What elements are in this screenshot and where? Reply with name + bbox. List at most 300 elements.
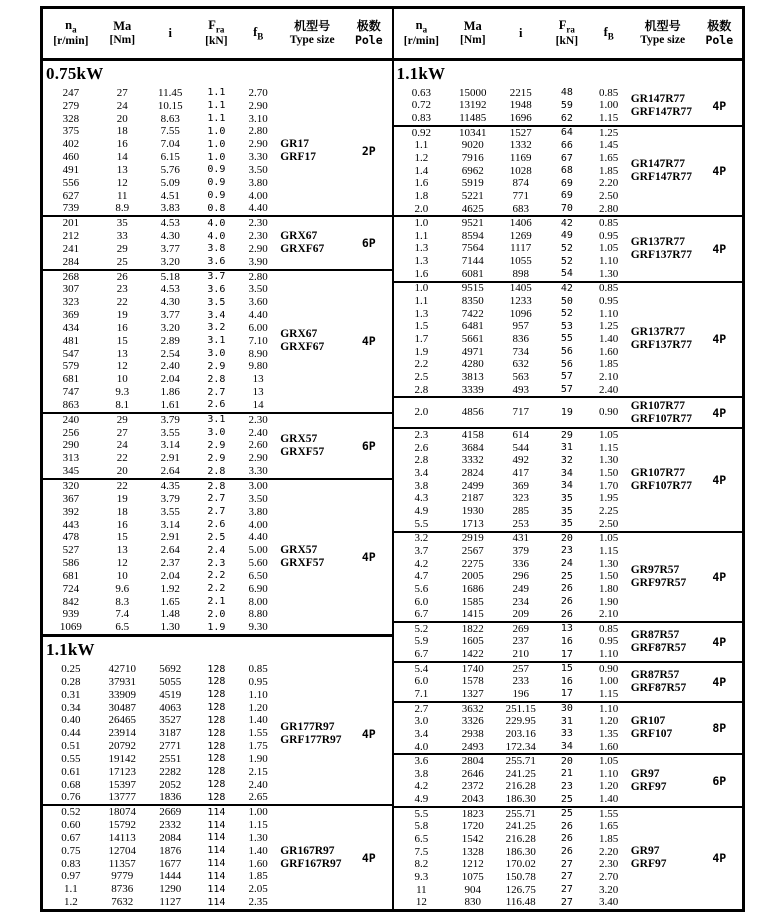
data-cell: 614 [512, 429, 529, 442]
data-cell: 1.30 [160, 621, 180, 634]
data-cell: 18074 [108, 806, 137, 819]
data-cell: 2.40 [599, 383, 619, 396]
data-cell: 1.85 [599, 164, 619, 177]
data-cell: 27 [116, 426, 128, 439]
data-cell: 1.55 [248, 727, 268, 740]
data-cell: 52 [560, 255, 573, 267]
data-cell: 1.6 [414, 177, 429, 190]
data-cell: 8.63 [160, 112, 180, 125]
data-cell: 6081 [461, 267, 484, 280]
data-cell: 1.05 [599, 242, 619, 255]
data-cell: 203.16 [505, 727, 536, 740]
data-cell: 26 [560, 820, 573, 832]
data-cell: 320 [62, 480, 80, 492]
data-cell: 2551 [159, 752, 182, 765]
data-cell: 2.80 [248, 270, 268, 283]
data-cell: 734 [512, 345, 529, 358]
data-cell: 1.40 [599, 793, 619, 806]
type-size-cell [629, 808, 697, 909]
data-cell: 1686 [461, 582, 484, 595]
data-cell: 1096 [509, 307, 532, 320]
data-cell: 681 [62, 373, 80, 386]
data-cell: 3.0 [207, 348, 226, 360]
data-cell: 1713 [461, 517, 484, 530]
data-cell: 1.20 [599, 715, 619, 728]
data-cell: 1415 [461, 608, 484, 621]
data-cell: 4280 [461, 358, 484, 371]
data-cell: 8594 [461, 229, 484, 242]
data-cell: 6.7 [414, 648, 429, 661]
data-cell: 2.90 [248, 99, 268, 112]
data-cell: 2.37 [160, 557, 180, 570]
data-cell: 8.00 [248, 595, 268, 608]
data-cell: 29 [116, 413, 128, 426]
data-cell: 2567 [461, 544, 484, 557]
data-cell: 1.45 [599, 139, 619, 152]
data-cell: 1328 [461, 845, 484, 858]
pole-cell: 4P [712, 405, 727, 420]
data-cell: 2372 [461, 780, 484, 793]
type-size-label: GR177R97 [280, 720, 335, 733]
data-cell: 1.15 [248, 819, 268, 832]
data-cell: 0.9 [207, 190, 226, 202]
data-cell: 5.4 [414, 662, 429, 675]
data-cell: 0.85 [599, 217, 619, 230]
data-cell: 1.61 [160, 398, 180, 411]
data-cell: 1212 [461, 858, 484, 871]
data-cell: 234 [512, 595, 529, 608]
data-cell: 6.5 [115, 621, 130, 634]
data-cell: 4063 [159, 701, 182, 714]
type-size-cell [629, 283, 697, 397]
data-cell: 12 [415, 896, 427, 909]
data-cell: 5661 [461, 332, 484, 345]
data-cell: 3.2 [207, 322, 226, 334]
data-cell: 4158 [461, 429, 484, 442]
data-cell: 1332 [509, 139, 532, 152]
data-cell: 27 [560, 858, 573, 870]
pole-cell: 4P [712, 472, 727, 487]
data-cell: 527 [62, 544, 80, 557]
data-cell: 0.52 [61, 806, 81, 819]
data-cell: 3.90 [248, 255, 268, 268]
data-cell: 2.30 [248, 413, 268, 426]
data-cell: 12 [116, 176, 128, 189]
type-size-label: GRF107 [630, 728, 673, 741]
data-cell: 4.40 [248, 309, 268, 322]
data-cell: 62 [560, 112, 573, 124]
data-cell: 2.0 [414, 202, 429, 215]
table-column-right [394, 9, 743, 909]
table-section [43, 412, 392, 478]
data-cell: 5055 [159, 675, 182, 688]
data-cell: 0.95 [248, 675, 268, 688]
data-cell: 128 [207, 714, 226, 726]
data-cell: 114 [207, 896, 226, 908]
data-cell: 255.71 [505, 807, 536, 820]
header-cell [697, 19, 742, 47]
column-header-row [43, 9, 392, 61]
pole-cell: 6P [712, 773, 727, 788]
data-cell: 1.1 [207, 100, 226, 112]
data-cell: 904 [464, 883, 482, 896]
table-section [394, 427, 743, 530]
data-cell: 186.30 [505, 793, 536, 806]
type-size-label: GRF147R77 [630, 105, 693, 118]
data-cell: 2.8 [414, 383, 429, 396]
data-cell: 1.60 [599, 345, 619, 358]
data-cell: 2.5 [414, 370, 429, 383]
table-section [43, 478, 392, 634]
data-cell: 8.80 [248, 608, 268, 621]
table-section [43, 269, 392, 412]
data-cell: 6481 [461, 320, 484, 333]
data-cell: 2.2 [207, 570, 226, 582]
data-cell: 747 [62, 386, 80, 399]
data-cell: 1.1 [414, 295, 429, 308]
data-cell: 3.7 [414, 544, 429, 557]
header-cell [496, 26, 545, 41]
data-cell: 2.7 [414, 702, 429, 715]
data-cell: 4.40 [248, 202, 268, 215]
data-cell: 1.65 [599, 820, 619, 833]
data-cell: 4.0 [414, 740, 429, 753]
data-cell: 493 [512, 383, 529, 396]
data-cell: 1269 [509, 229, 532, 242]
data-cell: 627 [62, 189, 80, 202]
data-cell: 35 [560, 492, 573, 504]
data-cell: 27 [560, 896, 573, 908]
data-cell: 3.1 [207, 414, 226, 426]
data-cell: 632 [512, 358, 529, 371]
data-cell: 1.3 [414, 307, 429, 320]
data-cell: 14 [116, 151, 128, 164]
data-cell: 4.53 [160, 217, 180, 230]
data-cell: 14113 [108, 831, 136, 844]
data-cell: 1948 [509, 99, 532, 112]
type-size-cell [629, 755, 697, 806]
data-cell: 1.9 [207, 621, 226, 633]
data-cell: 249 [512, 582, 529, 595]
data-cell: 307 [62, 283, 80, 296]
table-section [43, 663, 392, 804]
data-cell: 1.15 [599, 687, 619, 700]
data-cell: 367 [62, 492, 80, 505]
data-cell: 1.60 [248, 857, 268, 870]
type-size-label: GR147R77 [630, 158, 686, 171]
data-cell: 898 [512, 267, 529, 280]
data-cell: 1028 [509, 164, 532, 177]
data-cell: 0.25 [61, 663, 81, 676]
data-cell: 7.5 [414, 845, 429, 858]
data-cell: 3.2 [414, 532, 429, 545]
data-cell: 150.78 [505, 870, 536, 883]
type-size-label: GR137R77 [630, 235, 686, 248]
data-cell: 16 [116, 321, 128, 334]
data-cell: 0.40 [61, 714, 81, 727]
data-cell: 8.90 [248, 347, 268, 360]
data-cell: 683 [512, 202, 529, 215]
data-cell: 2.3 [414, 429, 429, 442]
data-cell: 56 [560, 358, 573, 370]
data-cell: 2.10 [599, 608, 619, 621]
data-cell: 379 [512, 544, 529, 557]
header-unit: [kN] [555, 35, 579, 48]
data-cell: 1696 [509, 112, 532, 125]
table-section [394, 701, 743, 754]
data-cell: 7422 [461, 307, 484, 320]
data-cell: 4.35 [160, 480, 180, 492]
data-cell: 2.7 [207, 386, 226, 398]
type-size-label: GRXF67 [280, 243, 325, 256]
data-cell: 2215 [509, 86, 532, 99]
data-cell: 2.6 [207, 519, 226, 531]
data-cell: 15792 [108, 819, 137, 832]
data-cell: 1.30 [248, 831, 268, 844]
data-cell: 2.40 [248, 778, 268, 791]
data-cell: 11.45 [158, 86, 183, 99]
data-cell: 5.9 [414, 635, 429, 648]
header-subscript: ra [566, 24, 575, 35]
data-cell: 681 [62, 569, 80, 582]
data-cell: 2.35 [248, 896, 268, 909]
data-cell: 15397 [108, 778, 137, 791]
data-cell: 16 [560, 675, 573, 687]
data-cell: 55 [560, 333, 573, 345]
data-cell: 1.90 [248, 752, 268, 765]
data-cell: 1.25 [599, 320, 619, 333]
data-cell: 434 [62, 321, 80, 334]
header-unit: [r/min] [53, 35, 89, 48]
data-cell: 1.75 [248, 740, 268, 753]
data-cell: 241 [62, 242, 80, 255]
data-cell: 3.50 [248, 163, 268, 176]
data-cell: 0.31 [61, 688, 81, 701]
type-size-cell [629, 217, 697, 280]
data-cell: 27 [116, 86, 128, 99]
data-cell: 863 [62, 398, 80, 411]
data-cell: 4519 [159, 688, 182, 701]
data-cell: 2.04 [160, 569, 180, 582]
type-size-cell [278, 414, 346, 478]
data-cell: 13777 [108, 791, 137, 804]
data-cell: 2.2 [414, 358, 429, 371]
data-cell: 2.89 [160, 334, 180, 347]
data-cell: 68 [560, 165, 573, 177]
data-cell: 2.70 [248, 86, 268, 99]
header-symbol-text: n [415, 17, 423, 32]
type-size-cell [629, 623, 697, 661]
pole-cell: 4P [712, 569, 727, 584]
data-cell: 5.5 [414, 807, 429, 820]
data-cell: 11357 [108, 857, 136, 870]
type-size-label: GRF167R97 [280, 857, 342, 870]
data-cell: 5.60 [248, 557, 268, 570]
data-cell: 31 [560, 715, 573, 727]
data-cell: 2.10 [599, 370, 619, 383]
data-cell: 20 [560, 532, 573, 544]
data-cell: 54 [560, 268, 573, 280]
data-cell: 2043 [461, 793, 484, 806]
data-cell: 5.5 [414, 517, 429, 530]
data-cell: 1.60 [599, 740, 619, 753]
data-cell: 2.40 [248, 426, 268, 439]
data-cell: 1069 [59, 621, 82, 634]
data-cell: 1075 [461, 870, 484, 883]
type-size-cell [629, 127, 697, 215]
data-cell: 3.80 [248, 505, 268, 518]
header-unit: [Nm] [109, 34, 136, 47]
data-cell: 240 [62, 413, 80, 426]
data-cell: 251.15 [505, 702, 536, 715]
data-cell: 4971 [461, 345, 484, 358]
data-cell: 9.3 [414, 870, 429, 883]
data-cell: 114 [207, 883, 226, 895]
pole-cell: 2P [361, 144, 376, 159]
data-cell: 1.25 [599, 126, 619, 139]
data-cell: 3632 [461, 702, 484, 715]
data-cell: 1055 [509, 255, 532, 268]
data-cell: 0.85 [248, 663, 268, 676]
data-cell: 24 [116, 439, 128, 452]
data-cell: 114 [207, 845, 226, 857]
data-cell: 7144 [461, 255, 484, 268]
header-cell [346, 19, 391, 47]
data-cell: 1.55 [599, 807, 619, 820]
data-cell: 6.7 [414, 608, 429, 621]
data-cell: 21 [560, 768, 573, 780]
data-cell: 4.00 [248, 518, 268, 531]
data-cell: 2.30 [599, 858, 619, 871]
data-cell: 1.0 [207, 125, 226, 137]
data-cell: 13 [560, 623, 573, 635]
data-cell: 20792 [108, 740, 137, 753]
pole-cell: 4P [712, 851, 727, 866]
type-size-label: GR147R77 [630, 92, 686, 105]
data-cell: 25 [560, 808, 573, 820]
data-cell: 9.80 [248, 360, 268, 373]
data-cell: 7.04 [160, 138, 180, 151]
data-cell: 3.6 [207, 283, 226, 295]
header-symbol [707, 19, 731, 33]
data-cell: 12 [116, 557, 128, 570]
data-cell: 12704 [108, 844, 137, 857]
type-size-cell [629, 398, 697, 427]
header-symbol-text: Ma [113, 19, 132, 34]
data-cell: 13 [252, 386, 264, 399]
data-cell: 6.0 [414, 595, 429, 608]
data-cell: 1444 [159, 870, 182, 883]
data-cell: 24 [560, 558, 573, 570]
header-cell [545, 18, 589, 49]
data-cell: 3.1 [207, 335, 226, 347]
data-cell: 5.76 [160, 163, 180, 176]
data-cell: 4.53 [160, 283, 180, 296]
data-cell: 1117 [510, 242, 532, 255]
data-cell: 5.09 [160, 176, 180, 189]
data-cell: 26 [560, 583, 573, 595]
type-size-label: GRF97R57 [630, 576, 687, 589]
data-cell: 216.28 [505, 780, 536, 793]
data-cell: 5.6 [414, 582, 429, 595]
data-cell: 17 [560, 648, 573, 660]
data-cell: 6.90 [248, 582, 268, 595]
data-cell: 126.75 [505, 883, 536, 896]
header-symbol-text: f [603, 24, 608, 39]
data-cell: 5.18 [160, 270, 180, 283]
data-cell: 237 [512, 635, 529, 648]
data-cell: 836 [512, 332, 529, 345]
data-cell: 3.7 [207, 271, 226, 283]
header-cell [43, 18, 99, 49]
column-header-row [394, 9, 743, 61]
data-cell: 0.85 [599, 86, 619, 99]
header-symbol [604, 25, 614, 42]
data-cell: 2.90 [248, 138, 268, 151]
pole-cell: 4P [712, 98, 727, 113]
data-cell: 13 [116, 163, 128, 176]
data-cell: 3.0 [207, 427, 226, 439]
header-symbol [357, 19, 381, 33]
data-cell: 4.2 [414, 780, 429, 793]
data-cell: 1.80 [599, 582, 619, 595]
type-size-label: GRF107R77 [630, 412, 693, 425]
type-size-cell [629, 87, 697, 125]
type-size-label: GR107R77 [630, 466, 686, 479]
type-size-label: GRF177R97 [280, 733, 342, 746]
data-cell: 5.2 [414, 622, 429, 635]
pole-cell: 6P [361, 236, 376, 251]
data-cell: 0.90 [599, 406, 619, 419]
data-cell: 114 [207, 832, 226, 844]
data-cell: 26 [560, 608, 573, 620]
data-cell: 1.9 [414, 345, 429, 358]
data-cell: 16 [116, 518, 128, 531]
data-cell: 369 [62, 309, 80, 322]
data-cell: 1.10 [599, 255, 619, 268]
data-cell: 56 [560, 346, 573, 358]
data-cell: 116.48 [505, 896, 536, 909]
data-cell: 2.7 [207, 493, 226, 505]
data-cell: 4.51 [160, 189, 180, 202]
data-cell: 1.15 [599, 544, 619, 557]
data-cell: 0.90 [599, 662, 619, 675]
data-cell: 49 [560, 230, 573, 242]
data-cell: 42710 [108, 663, 137, 676]
table-section [43, 215, 392, 268]
data-cell: 7.1 [414, 687, 429, 700]
data-cell: 3527 [159, 714, 182, 727]
table-section [43, 87, 392, 215]
data-cell: 842 [62, 595, 80, 608]
table-section [394, 661, 743, 701]
data-cell: 2493 [461, 740, 484, 753]
data-cell: 10 [116, 373, 128, 386]
type-size-label: GR17 [280, 138, 309, 151]
data-cell: 128 [207, 740, 226, 752]
data-cell: 6962 [461, 164, 484, 177]
data-cell: 2.9 [207, 452, 226, 464]
data-cell: 9.30 [248, 621, 268, 634]
data-cell: 563 [512, 370, 529, 383]
data-cell: 2282 [159, 765, 182, 778]
data-cell: 2771 [159, 740, 182, 753]
header-symbol-text: 极数 [707, 19, 732, 34]
data-cell: 17 [560, 688, 573, 700]
data-cell: 19 [116, 492, 128, 505]
data-cell: 6.5 [414, 832, 429, 845]
type-size-label: GRXF67 [280, 341, 325, 354]
